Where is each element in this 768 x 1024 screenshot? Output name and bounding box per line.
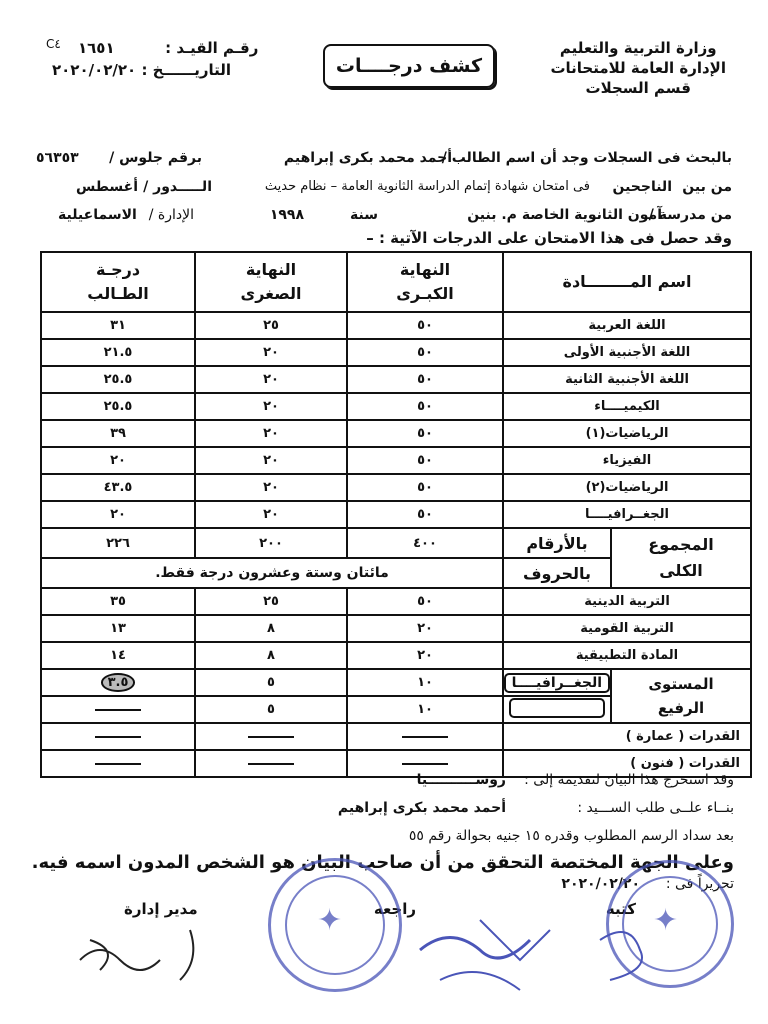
max-cell: ٥٠ — [347, 312, 503, 339]
min-cell: ٨ — [195, 642, 347, 669]
document-title-text: كشف درجــــات — [335, 55, 483, 77]
max-cell: ٥٠ — [347, 420, 503, 447]
total-min: ٢٠٠ — [195, 528, 347, 558]
score-cell: ٢٥.٥ — [41, 366, 195, 393]
total-digits-label: بالأرقام — [503, 528, 611, 558]
header-min — [195, 252, 347, 312]
advanced-empty-box — [509, 698, 605, 718]
record-label: رقـم القيـد : — [165, 39, 259, 57]
total-label — [611, 528, 751, 588]
subject-cell: التربية القومية — [503, 615, 751, 642]
dash-mark — [95, 736, 141, 738]
advanced-label-line2: الرفيع — [657, 699, 705, 717]
subject-cell: اللغة الأجنبية الثانية — [503, 366, 751, 393]
min-cell — [195, 723, 347, 750]
advanced-label — [611, 669, 751, 723]
total-label-line1: المجموع — [648, 535, 714, 554]
reviewer-label: راجعه — [373, 900, 416, 918]
subject-cell: الجغــرافيــــا — [503, 501, 751, 528]
fee-text: بعد سداد الرسم المطلوب وقدره ١٥ جنيه بحوالة رقم ٥٥ — [408, 828, 734, 844]
search-text: بالبحث فى السجلات وجد أن اسم الطالب / — [441, 150, 732, 166]
total-score: ٢٢٦ — [41, 528, 195, 558]
director-label: مدير إدارة — [124, 900, 198, 918]
min-cell: ٢٠ — [195, 420, 347, 447]
score-cell — [41, 669, 195, 696]
header-max-line1: النهاية — [399, 260, 451, 279]
header-score-line2: الطـالب — [87, 284, 149, 303]
advanced-row-1 — [41, 669, 751, 696]
subject-cell: القدرات ( فنون ) — [503, 750, 751, 777]
min-cell: ٢٠ — [195, 366, 347, 393]
subject-cell: الفيزياء — [503, 447, 751, 474]
min-cell: ٢٠ — [195, 447, 347, 474]
min-cell — [195, 750, 347, 777]
seat-label: برقم جلوس / — [109, 150, 202, 166]
admin-name: الإدارة العامة للامتحانات — [550, 59, 726, 77]
subject-cell: اللغة العربية — [503, 312, 751, 339]
max-cell: ٥٠ — [347, 474, 503, 501]
table-row — [41, 501, 751, 528]
eagle-emblem-icon: ✦ — [317, 903, 343, 938]
total-row-digits — [41, 528, 751, 558]
round-value: أغسطس — [76, 179, 139, 195]
min-cell: ٢٠ — [195, 393, 347, 420]
subject-cell: الرياضيات(٢) — [503, 474, 751, 501]
min-cell: ٢٥ — [195, 588, 347, 615]
request-value: أحمد محمد بكرى إبراهيم — [337, 800, 506, 816]
dash-mark — [95, 709, 141, 711]
section-name: قسم السجلات — [585, 79, 691, 97]
grades-table — [40, 251, 752, 778]
round-label: الـــــدور / — [143, 179, 212, 195]
total-words: مائتان وستة وعشرون درجة فقط. — [41, 558, 503, 588]
subject-cell: اللغة الأجنبية الأولى — [503, 339, 751, 366]
dash-mark — [402, 736, 448, 738]
document-date — [52, 60, 231, 80]
written-label: تحريراً فى : — [665, 876, 734, 892]
table-row — [41, 447, 751, 474]
header-max-line2: الكبـرى — [396, 284, 454, 303]
header-score — [41, 252, 195, 312]
issued-label: وقد استخرج هذا البيان لتقديمه إلى : — [524, 772, 734, 788]
table-row — [41, 312, 751, 339]
ministry-header — [550, 38, 726, 98]
issued-value: روســــــــــيا — [416, 772, 506, 788]
subject-cell: المادة التطبيقية — [503, 642, 751, 669]
score-cell: ٣١ — [41, 312, 195, 339]
subject-cell: التربية الدينية — [503, 588, 751, 615]
score-cell: ٢٠ — [41, 447, 195, 474]
ministry-name: وزارة التربية والتعليم — [559, 39, 717, 57]
min-cell: ٥ — [195, 669, 347, 696]
year-value: ١٩٩٨ — [269, 207, 304, 223]
dash-mark — [402, 763, 448, 765]
record-number — [78, 38, 258, 58]
verify-text: وعلى الجهة المختصة التحقق من أن صاحب البيان هو الشخص المدون اسمه فيه. — [31, 852, 734, 873]
max-cell: ١٠ — [347, 669, 503, 696]
seat-value: ٥٦٣٥٣ — [36, 150, 79, 166]
advanced-label-line1: المستوى — [648, 675, 714, 693]
max-cell: ٢٠ — [347, 615, 503, 642]
min-cell: ٢٠ — [195, 474, 347, 501]
date-label: التاريــــــخ : — [141, 61, 232, 79]
max-cell: ٥٠ — [347, 588, 503, 615]
header-subject: اسم المــــــــادة — [503, 252, 751, 312]
advanced-subject-empty — [503, 696, 611, 723]
subject-cell: الرياضيات(١) — [503, 420, 751, 447]
advanced-subject-box: الجغــرافيــــا — [504, 673, 610, 693]
max-cell: ٥٠ — [347, 339, 503, 366]
eagle-emblem-icon: ✦ — [653, 903, 679, 938]
circled-score: ٣.٥ — [101, 673, 136, 692]
school-label: من مدرسة / — [648, 207, 732, 223]
admin-label: الإدارة / — [148, 207, 194, 223]
table-row — [41, 366, 751, 393]
request-label: بنــاء علــى طلب الســـيد : — [577, 800, 734, 816]
date-value: ٢٠٢٠/٠٢/٢٠ — [52, 61, 137, 79]
min-cell: ٨ — [195, 615, 347, 642]
max-cell: ٥٠ — [347, 393, 503, 420]
score-cell: ٢١.٥ — [41, 339, 195, 366]
table-row — [41, 339, 751, 366]
score-cell: ١٤ — [41, 642, 195, 669]
max-cell: ٢٠ — [347, 642, 503, 669]
subject-cell: الكيميــــاء — [503, 393, 751, 420]
header-score-line1: درجـة — [95, 260, 141, 279]
max-cell: ٥٠ — [347, 366, 503, 393]
max-cell — [347, 723, 503, 750]
max-cell: ١٠ — [347, 696, 503, 723]
score-cell — [41, 723, 195, 750]
header-min-line1: النهاية — [245, 260, 297, 279]
table-row — [41, 420, 751, 447]
table-row — [41, 642, 751, 669]
header-max — [347, 252, 503, 312]
score-cell: ٢٥.٥ — [41, 393, 195, 420]
total-max: ٤٠٠ — [347, 528, 503, 558]
school-value: آمون الثانوية الخاصة م. بنين — [467, 207, 662, 223]
score-cell: ٣٥ — [41, 588, 195, 615]
min-cell: ٥ — [195, 696, 347, 723]
exam-text: فى امتحان شهادة إتمام الدراسة الثانوية العامة – نظام حديث — [264, 179, 590, 194]
table-row — [41, 723, 751, 750]
total-label-line2: الكلى — [659, 561, 703, 580]
record-value: ١٦٥١ — [78, 39, 115, 57]
max-cell: ٥٠ — [347, 501, 503, 528]
total-words-label: بالحروف — [503, 558, 611, 588]
signatures-icon — [40, 900, 740, 1010]
document-title — [323, 44, 495, 88]
table-row — [41, 393, 751, 420]
written-value: ٢٠٢٠/٠٢/٢٠ — [561, 876, 640, 892]
score-cell: ٢٠ — [41, 501, 195, 528]
advanced-subject — [503, 669, 611, 696]
min-cell: ٢٥ — [195, 312, 347, 339]
score-cell — [41, 696, 195, 723]
writer-label: كتبه — [605, 900, 636, 918]
admin-value: الاسماعيلية — [58, 207, 137, 223]
student-name: أحمد محمد بكرى إبراهيم — [283, 150, 452, 166]
obtained-text: وقد حصل فى هذا الامتحان على الدرجات الآتية : – — [366, 229, 732, 247]
among-label: من بين — [682, 179, 732, 195]
year-label: سنة — [350, 207, 378, 223]
table-row — [41, 474, 751, 501]
corner-code: C٤ — [46, 37, 61, 51]
max-cell: ٥٠ — [347, 447, 503, 474]
score-cell: ٣٩ — [41, 420, 195, 447]
header-min-line2: الصغرى — [240, 284, 302, 303]
min-cell: ٢٠ — [195, 339, 347, 366]
table-header-row — [41, 252, 751, 312]
result-status: الناجحين — [612, 179, 672, 195]
score-cell: ٤٣.٥ — [41, 474, 195, 501]
min-cell: ٢٠ — [195, 501, 347, 528]
dash-mark — [248, 736, 294, 738]
score-cell: ١٣ — [41, 615, 195, 642]
table-row — [41, 588, 751, 615]
subject-cell: القدرات ( عمارة ) — [503, 723, 751, 750]
table-row — [41, 615, 751, 642]
dash-mark — [95, 763, 141, 765]
score-cell — [41, 750, 195, 777]
dash-mark — [248, 763, 294, 765]
